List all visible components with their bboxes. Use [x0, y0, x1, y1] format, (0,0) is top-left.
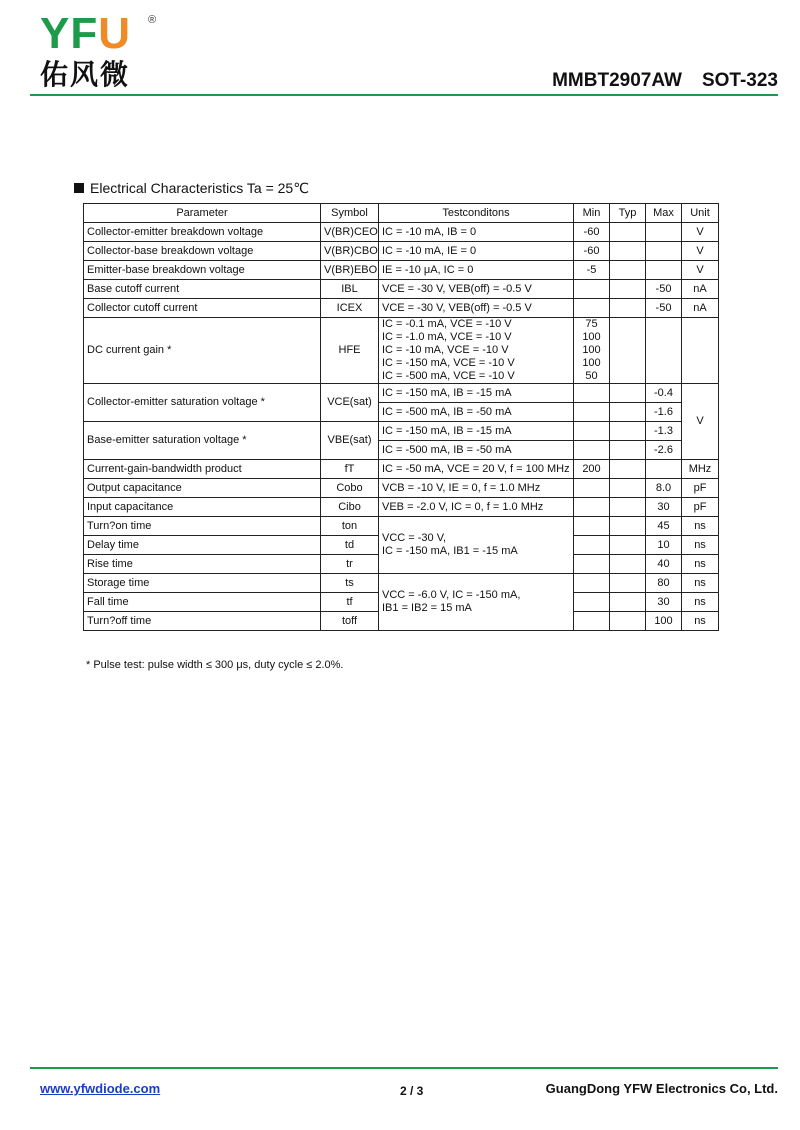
condition-cell: VCE = -30 V, VEB(off) = -0.5 V — [379, 280, 574, 299]
typ-cell — [610, 242, 646, 261]
unit-cell: V — [682, 384, 719, 460]
typ-cell — [610, 318, 646, 384]
unit-cell: pF — [682, 479, 719, 498]
parameter-cell: Rise time — [84, 555, 321, 574]
symbol-cell: Cobo — [321, 479, 379, 498]
header-rule — [30, 94, 778, 96]
condition-line: IC = -1.0 mA, VCE = -10 V — [382, 331, 512, 343]
footer-rule — [30, 1067, 778, 1069]
column-header: Max — [646, 204, 682, 223]
min-value: 75 — [585, 318, 598, 330]
min-cell: 200 — [574, 460, 610, 479]
column-header: Parameter — [84, 204, 321, 223]
max-cell — [646, 261, 682, 280]
max-cell: 8.0 — [646, 479, 682, 498]
unit-cell — [682, 318, 719, 384]
table-row — [84, 460, 719, 479]
condition-cell: IC = -10 mA, IE = 0 — [379, 242, 574, 261]
condition-cell: IC = -500 mA, IB = -50 mA — [379, 441, 574, 460]
symbol-cell: ton — [321, 517, 379, 536]
max-cell: 30 — [646, 593, 682, 612]
unit-cell: V — [682, 261, 719, 280]
unit-cell: V — [682, 242, 719, 261]
table-row — [84, 299, 719, 318]
max-cell: 40 — [646, 555, 682, 574]
page-number: 2 / 3 — [400, 1084, 424, 1098]
section-title — [74, 180, 309, 197]
parameter-cell: Emitter-base breakdown voltage — [84, 261, 321, 280]
min-cell — [574, 384, 610, 403]
condition-line: IB1 = IB2 = 15 mA — [382, 602, 472, 614]
typ-cell — [610, 460, 646, 479]
symbol-cell: fT — [321, 460, 379, 479]
min-cell — [574, 517, 610, 536]
typ-cell — [610, 403, 646, 422]
condition-cell: IE = -10 μA, IC = 0 — [379, 261, 574, 280]
square-bullet-icon — [74, 183, 84, 193]
unit-cell: ns — [682, 593, 719, 612]
min-cell — [574, 299, 610, 318]
max-cell — [646, 223, 682, 242]
typ-cell — [610, 498, 646, 517]
typ-cell — [610, 593, 646, 612]
condition-line: VCC = -30 V, — [382, 532, 447, 544]
max-cell: -1.3 — [646, 422, 682, 441]
symbol-cell: toff — [321, 612, 379, 631]
symbol-cell: V(BR)CBO — [321, 242, 379, 261]
logo-letters: YFU — [40, 9, 132, 58]
min-cell — [574, 318, 610, 384]
symbol-cell: IBL — [321, 280, 379, 299]
parameter-cell: Base-emitter saturation voltage * — [84, 422, 321, 460]
max-cell: 100 — [646, 612, 682, 631]
condition-cell — [379, 318, 574, 384]
unit-cell: ns — [682, 517, 719, 536]
max-cell: -50 — [646, 280, 682, 299]
table-row — [84, 242, 719, 261]
symbol-cell: tr — [321, 555, 379, 574]
condition-line: IC = -150 mA, VCE = -10 V — [382, 357, 515, 369]
parameter-cell: Fall time — [84, 593, 321, 612]
column-header: Min — [574, 204, 610, 223]
typ-cell — [610, 555, 646, 574]
website-link[interactable]: www.yfwdiode.com — [40, 1081, 161, 1096]
parameter-cell: Collector-base breakdown voltage — [84, 242, 321, 261]
typ-cell — [610, 422, 646, 441]
parameter-cell: Storage time — [84, 574, 321, 593]
table-row — [84, 318, 719, 384]
condition-line: VCC = -6.0 V, IC = -150 mA, — [382, 589, 521, 601]
parameter-cell: Output capacitance — [84, 479, 321, 498]
parameter-cell: Delay time — [84, 536, 321, 555]
unit-cell: ns — [682, 574, 719, 593]
typ-cell — [610, 479, 646, 498]
symbol-cell: Cibo — [321, 498, 379, 517]
min-cell — [574, 555, 610, 574]
typ-cell — [610, 612, 646, 631]
typ-cell — [610, 384, 646, 403]
company-name: GuangDong YFW Electronics Co, Ltd. — [545, 1081, 778, 1096]
condition-cell: IC = -10 mA, IB = 0 — [379, 223, 574, 242]
symbol-cell: ts — [321, 574, 379, 593]
min-cell — [574, 280, 610, 299]
max-cell: -0.4 — [646, 384, 682, 403]
symbol-cell: tf — [321, 593, 379, 612]
min-cell — [574, 536, 610, 555]
logo-chinese-name: 佑风微 — [40, 58, 131, 91]
unit-cell: ns — [682, 536, 719, 555]
symbol-cell: VBE(sat) — [321, 422, 379, 460]
symbol-cell: VCE(sat) — [321, 384, 379, 422]
typ-cell — [610, 299, 646, 318]
company-logo — [40, 9, 170, 92]
min-cell — [574, 612, 610, 631]
parameter-cell: Turn?on time — [84, 517, 321, 536]
table-row — [84, 517, 719, 536]
typ-cell — [610, 441, 646, 460]
max-cell: 80 — [646, 574, 682, 593]
max-cell — [646, 242, 682, 261]
section-title-text: Electrical Characteristics Ta = 25℃ — [90, 180, 309, 196]
table-row — [84, 384, 719, 403]
min-cell: -60 — [574, 223, 610, 242]
typ-cell — [610, 280, 646, 299]
unit-cell: MHz — [682, 460, 719, 479]
max-cell: 45 — [646, 517, 682, 536]
condition-cell: VEB = -2.0 V, IC = 0, f = 1.0 MHz — [379, 498, 574, 517]
table-row — [84, 280, 719, 299]
min-value: 100 — [582, 357, 601, 369]
min-cell: -5 — [574, 261, 610, 280]
condition-cell: IC = -150 mA, IB = -15 mA — [379, 384, 574, 403]
max-cell: -2.6 — [646, 441, 682, 460]
column-header: Unit — [682, 204, 719, 223]
min-cell — [574, 479, 610, 498]
min-cell — [574, 593, 610, 612]
typ-cell — [610, 536, 646, 555]
parameter-cell: Collector cutoff current — [84, 299, 321, 318]
min-cell — [574, 422, 610, 441]
pulse-test-footnote: * Pulse test: pulse width ≤ 300 μs, duty cycle ≤ 2.0%. — [86, 659, 344, 671]
parameter-cell: Base cutoff current — [84, 280, 321, 299]
max-cell: 30 — [646, 498, 682, 517]
parameter-cell: Collector-emitter breakdown voltage — [84, 223, 321, 242]
condition-cell: VCE = -30 V, VEB(off) = -0.5 V — [379, 299, 574, 318]
symbol-cell: V(BR)CEO — [321, 223, 379, 242]
typ-cell — [610, 261, 646, 280]
typ-cell — [610, 574, 646, 593]
unit-cell: ns — [682, 555, 719, 574]
table-row — [84, 574, 719, 593]
column-header: Typ — [610, 204, 646, 223]
max-cell — [646, 460, 682, 479]
table-header-row — [84, 204, 719, 223]
condition-line: IC = -150 mA, IB1 = -15 mA — [382, 545, 518, 557]
unit-cell: pF — [682, 498, 719, 517]
parameter-cell: Current-gain-bandwidth product — [84, 460, 321, 479]
part-number-heading — [552, 70, 778, 92]
condition-line: IC = -0.1 mA, VCE = -10 V — [382, 318, 512, 330]
symbol-cell: ICEX — [321, 299, 379, 318]
min-value: 100 — [582, 331, 601, 343]
min-value: 50 — [585, 370, 598, 382]
condition-cell: VCB = -10 V, IE = 0, f = 1.0 MHz — [379, 479, 574, 498]
condition-cell — [379, 574, 574, 631]
max-cell: -1.6 — [646, 403, 682, 422]
condition-cell: IC = -50 mA, VCE = 20 V, f = 100 MHz — [379, 460, 574, 479]
max-cell: -50 — [646, 299, 682, 318]
table-row — [84, 223, 719, 242]
max-cell: 10 — [646, 536, 682, 555]
table-row — [84, 479, 719, 498]
table-row — [84, 498, 719, 517]
table-row — [84, 422, 719, 441]
unit-cell: nA — [682, 299, 719, 318]
parameter-cell: Collector-emitter saturation voltage * — [84, 384, 321, 422]
package-type: SOT-323 — [701, 70, 778, 91]
parameter-cell: DC current gain * — [84, 318, 321, 384]
parameter-cell: Turn?off time — [84, 612, 321, 631]
min-cell — [574, 403, 610, 422]
condition-line: IC = -500 mA, VCE = -10 V — [382, 370, 515, 382]
parameter-cell: Input capacitance — [84, 498, 321, 517]
typ-cell — [610, 223, 646, 242]
condition-line: IC = -10 mA, VCE = -10 V — [382, 344, 509, 356]
unit-cell: ns — [682, 612, 719, 631]
min-cell — [574, 574, 610, 593]
symbol-cell: HFE — [321, 318, 379, 384]
table-row — [84, 261, 719, 280]
min-cell: -60 — [574, 242, 610, 261]
symbol-cell: td — [321, 536, 379, 555]
min-cell — [574, 498, 610, 517]
max-cell — [646, 318, 682, 384]
typ-cell — [610, 517, 646, 536]
electrical-characteristics-table — [83, 203, 719, 631]
unit-cell: V — [682, 223, 719, 242]
condition-cell: IC = -500 mA, IB = -50 mA — [379, 403, 574, 422]
condition-cell — [379, 517, 574, 574]
part-number: MMBT2907AW — [552, 70, 682, 91]
symbol-cell: V(BR)EBO — [321, 261, 379, 280]
min-cell — [574, 441, 610, 460]
registered-mark: ® — [148, 14, 157, 26]
column-header: Testconditons — [379, 204, 574, 223]
unit-cell: nA — [682, 280, 719, 299]
column-header: Symbol — [321, 204, 379, 223]
min-value: 100 — [582, 344, 601, 356]
condition-cell: IC = -150 mA, IB = -15 mA — [379, 422, 574, 441]
